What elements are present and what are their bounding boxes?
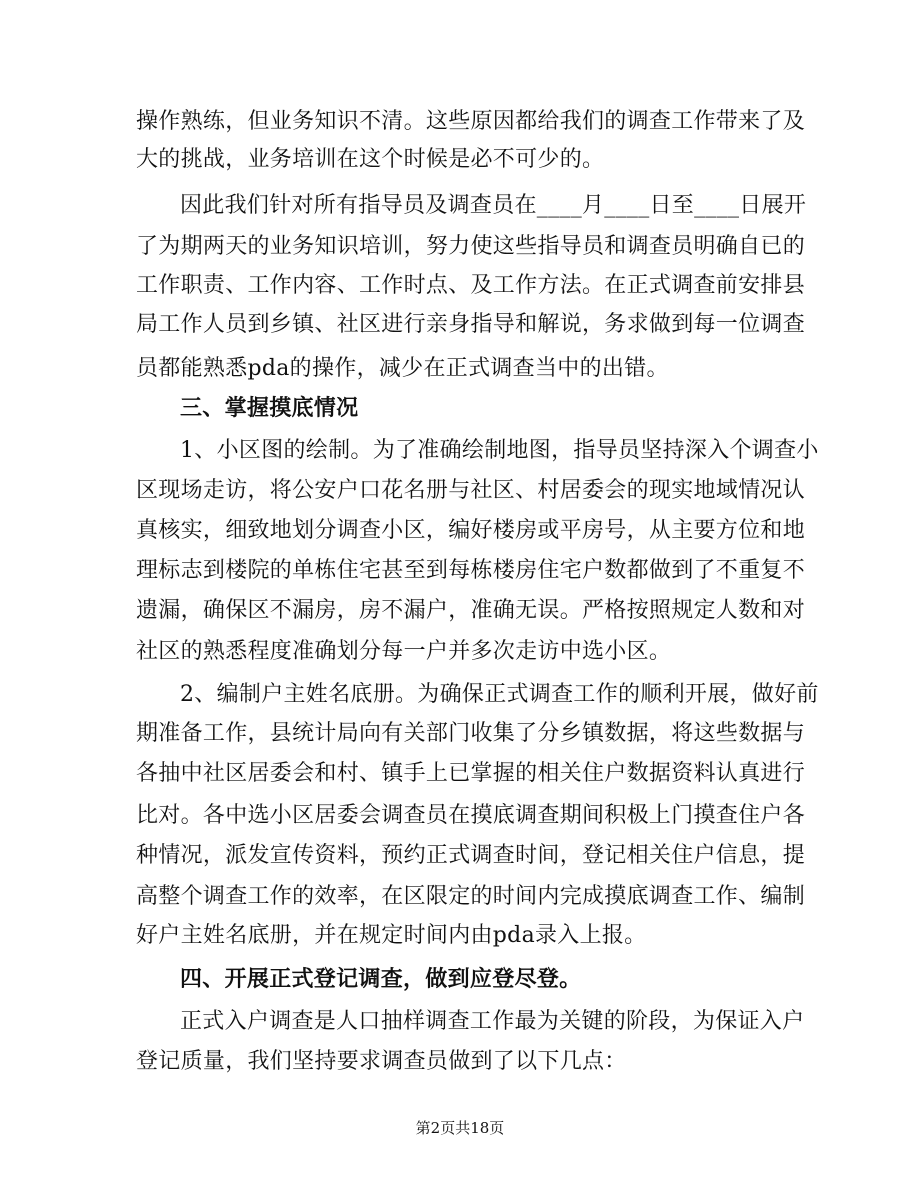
body-text-line: 2、编制户主姓名底册。为确保正式调查工作的顺利开展，做好前 xyxy=(180,682,819,707)
body-text-line: 工作职责、工作内容、工作时点、及工作方法。在正式调查前安排县 xyxy=(136,273,806,298)
section-heading: 四、开展正式登记调查，做到应登尽登。 xyxy=(180,966,582,992)
section-heading: 三、掌握摸底情况 xyxy=(180,395,359,421)
body-text-line: 理标志到楼院的单栋住宅甚至到每栋楼房住宅户数都做到了不重复不 xyxy=(136,558,806,583)
body-text-line: 比对。各中选小区居委会调查员在摸底调查期间积极上门摸查住户各 xyxy=(136,803,806,828)
body-text-line: 遗漏，确保区不漏房，房不漏户，准确无误。严格按照规定人数和对 xyxy=(136,598,806,623)
body-text-line: 了为期两天的业务知识培训，努力使这些指导员和调查员明确自已的 xyxy=(136,234,806,259)
body-text-line: 因此我们针对所有指导员及调查员在____月____日至____日展开 xyxy=(180,193,807,218)
body-text-line: 真核实，细致地划分调查小区，编好楼房或平房号，从主要方位和地 xyxy=(136,518,806,543)
body-text-line: 高整个调查工作的效率，在区限定的时间内完成摸底调查工作、编制 xyxy=(136,884,806,909)
body-text-line: 区现场走访，将公安户口花名册与社区、村居委会的现实地域情况认 xyxy=(136,478,806,503)
body-text-line: 期准备工作，县统计局向有关部门收集了分乡镇数据，将这些数据与 xyxy=(136,721,806,746)
body-text-line: 社区的熟悉程度准确划分每一户并多次走访中选小区。 xyxy=(136,639,672,664)
page-number-footer: 第2页共18页 xyxy=(415,1119,505,1137)
body-text-line: 局工作人员到乡镇、社区进行亲身指导和解说，务求做到每一位调查 xyxy=(136,312,806,337)
body-text-line: 正式入户调查是人口抽样调查工作最为关键的阶段，为保证入户 xyxy=(180,1009,805,1034)
body-text-line: 员都能熟悉pda的操作，减少在正式调查当中的出错。 xyxy=(136,356,669,381)
body-text-line: 种情况，派发宣传资料，预约正式调查时间，登记相关住户信息，提 xyxy=(136,843,806,868)
body-text-line: 操作熟练，但业务知识不清。这些原因都给我们的调查工作带来了及 xyxy=(136,109,806,134)
body-text-line: 1、小区图的绘制。为了准确绘制地图，指导员坚持深入个调查小 xyxy=(180,438,819,463)
body-text-line: 登记质量，我们坚持要求调查员做到了以下几点： xyxy=(136,1049,627,1074)
body-text-line: 好户主姓名底册，并在规定时间内由pda录入上报。 xyxy=(136,923,647,948)
body-text-line: 各抽中社区居委会和村、镇手上已掌握的相关住户数据资料认真进行 xyxy=(136,761,806,786)
body-text-line: 大的挑战，业务培训在这个时候是必不可少的。 xyxy=(136,147,605,172)
